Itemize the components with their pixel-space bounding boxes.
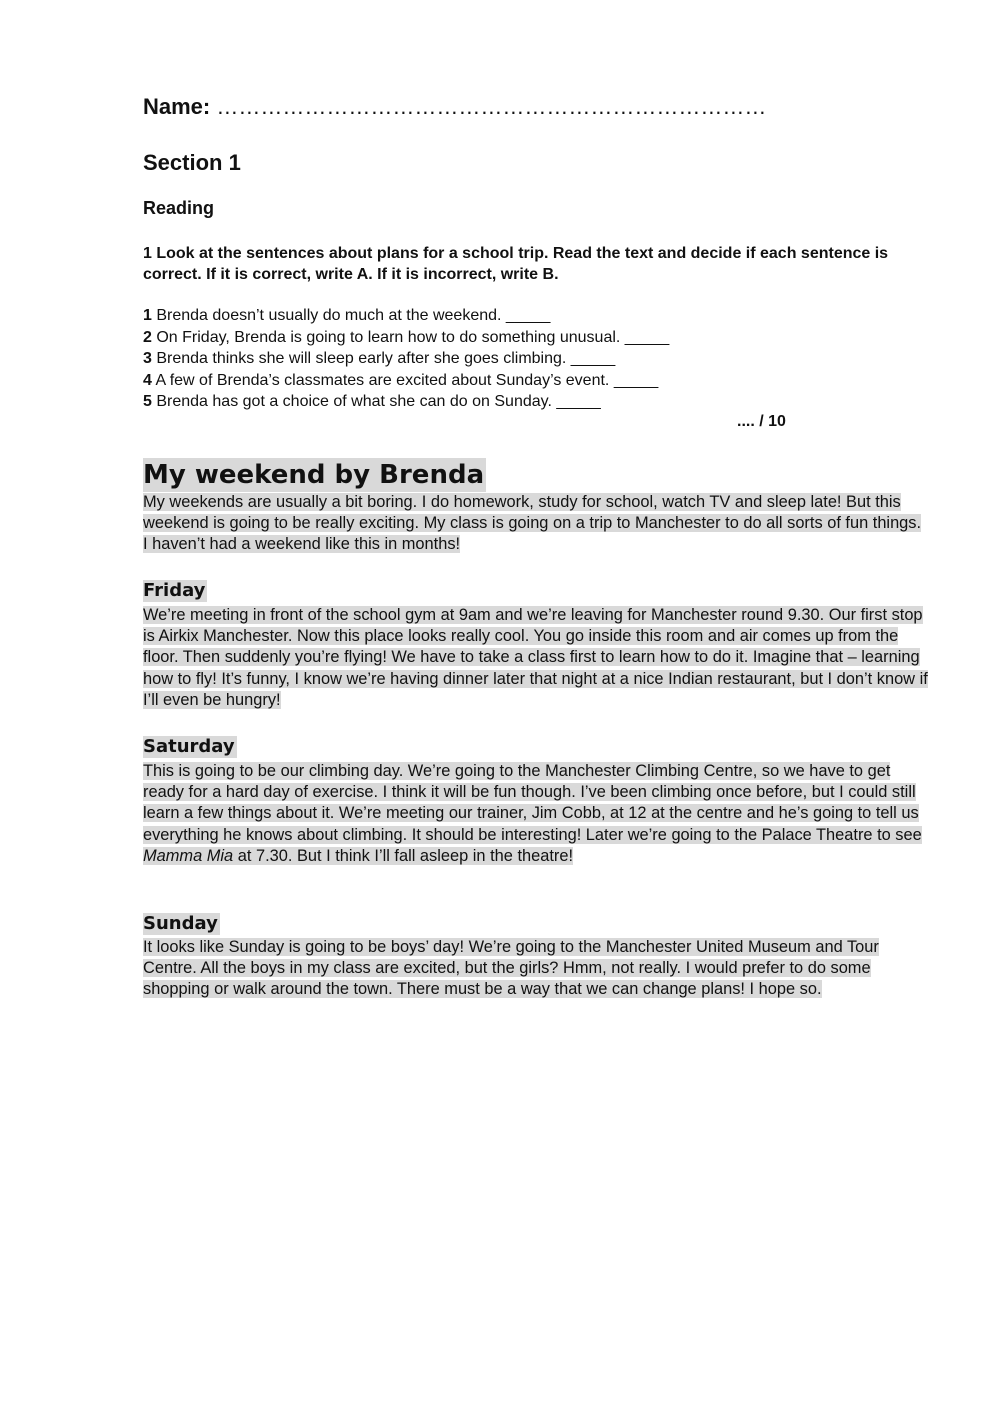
saturday-heading: Saturday (143, 736, 235, 757)
exercise-instructions: 1 Look at the sentences about plans for a school trip. Read the text and decide if each sentence is correct. If it is correct, write A. If it is incorrect, write B. (143, 245, 889, 283)
name-fill-line: ………………………………………………………………… (216, 94, 767, 119)
question-item (143, 327, 923, 349)
friday-paragraph (143, 605, 928, 711)
sunday-heading: Sunday (143, 913, 218, 934)
name-line (143, 94, 766, 120)
saturday-paragraph (143, 761, 928, 867)
question-item (143, 348, 923, 370)
saturday-text-after: at 7.30. But I think I’ll fall asleep in the theatre! (233, 846, 574, 865)
question-number: 3 (143, 350, 152, 367)
sunday-text: It looks like Sunday is going to be boys’ day! We’re going to the Manchester United Museum and Tour Centre. All the boys in my class are excited, but the girls? Hmm, not really. I would prefer to do some shopping or walk around the town. There must be a way that we can change plans! I hope so. (143, 938, 879, 999)
saturday-text-before: This is going to be our climbing day. We’re going to the Manchester Climbing Centre, so we have to get ready for a hard day of exercise. I think it will be fun though. I’ve been climbing once before, but I could still learn a few things about it. We’re meeting our trainer, Jim Cobb, at 12 at the centre and he’s going to tell us everything he knows about climbing. It should be interesting! Later we’re going to the Palace Theatre to see (143, 762, 922, 844)
question-text: On Friday, Brenda is going to learn how to do something unusual. _____ (156, 328, 670, 346)
sunday-paragraph (143, 937, 928, 1001)
reading-title: Reading (143, 198, 215, 218)
question-number: 5 (143, 393, 152, 410)
question-item (143, 370, 923, 392)
question-number: 4 (143, 371, 152, 389)
question-item (143, 391, 923, 413)
question-text: Brenda thinks she will sleep early after she goes climbing. _____ (156, 350, 616, 367)
question-number: 2 (143, 328, 152, 346)
question-text: Brenda doesn’t usually do much at the weekend. _____ (156, 307, 551, 324)
question-text: A few of Brenda’s classmates are excited about Sunday’s event. _____ (155, 371, 659, 389)
question-list (143, 305, 923, 413)
article-title: My weekend by Brenda (143, 460, 485, 490)
question-number: 1 (143, 307, 152, 324)
question-text: Brenda has got a choice of what she can do on Sunday. _____ (156, 393, 601, 410)
article-intro-text: My weekends are usually a bit boring. I do homework, study for school, watch TV and sleep late! But this weekend is going to be really exciting. My class is going on a trip to Manchester to do all sorts of fun things. I haven’t had a weekend like this in months! (143, 493, 922, 554)
article-intro (143, 492, 928, 556)
section-title: Section 1 (143, 150, 241, 175)
friday-heading: Friday (143, 580, 206, 601)
name-label: Name: (143, 94, 211, 119)
score-box: .... / 10 (737, 413, 786, 430)
question-item (143, 305, 923, 327)
saturday-show-title: Mamma Mia (143, 846, 234, 865)
friday-text: We’re meeting in front of the school gym at 9am and we’re leaving for Manchester round 9.30. Our first stop is Airkix Manchester. Now this place looks really cool. You go inside this room and air comes up from the floor. Then suddenly you’re flying! We have to take a class first to learn how to do it. Imagine that – learning how to fly! It’s funny, I know we’re having dinner later that night at a nice Indian restaurant, but I don’t know if I’ll even be hungry! (143, 606, 928, 709)
